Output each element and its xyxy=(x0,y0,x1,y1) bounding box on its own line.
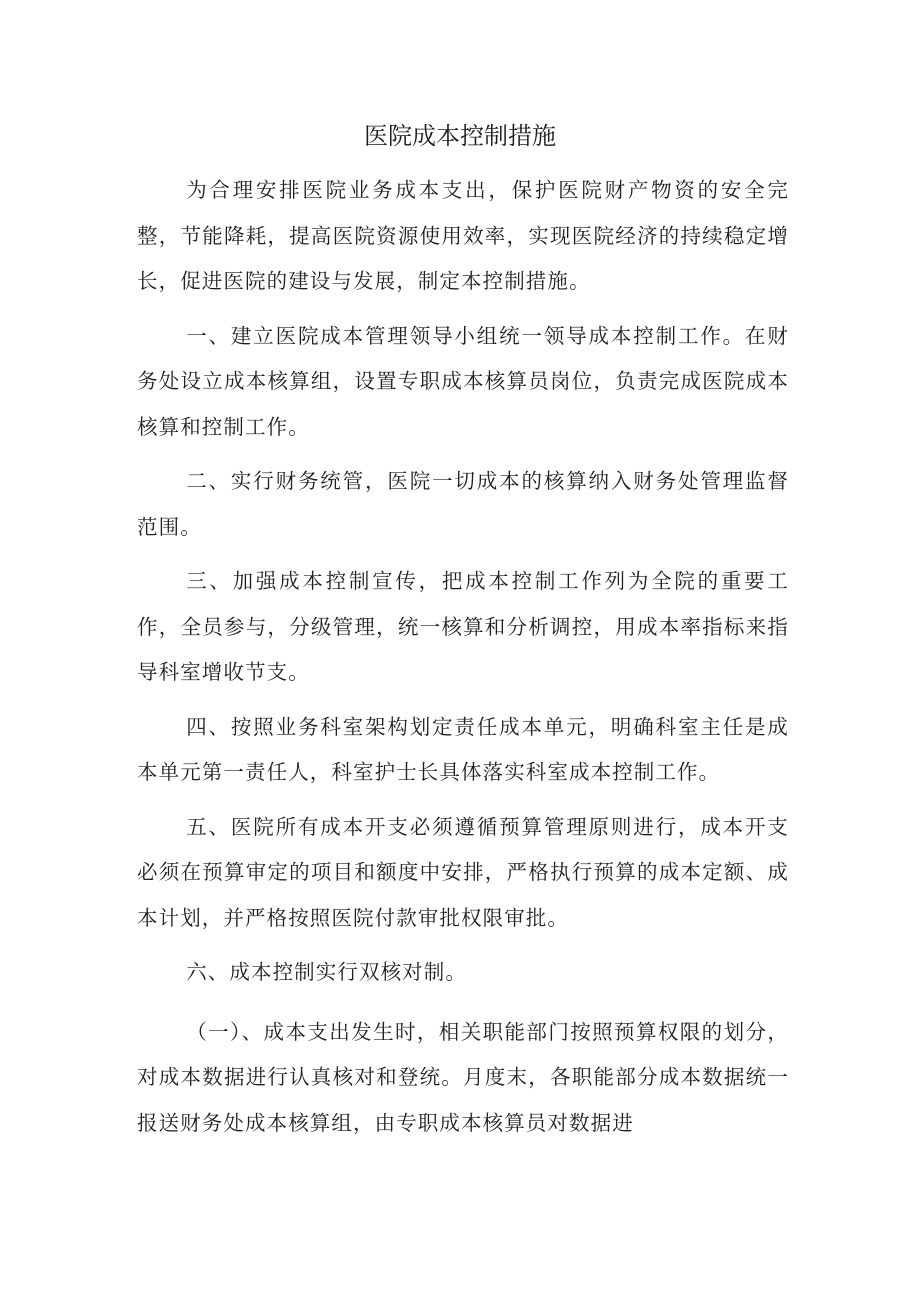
paragraph-sub-item-1: （一）、成本支出发生时，相关职能部门按照预算权限的划分，对成本数据进行认真核对和登统。月度末，各职能部分成本数据统一报送财务处成本核算组，由专职成本核算员对数据进 xyxy=(137,1019,789,1135)
paragraph-intro: 为合理安排医院业务成本支出，保护医院财产物资的安全完整，节能降耗，提高医院资源使用效率，实现医院经济的持续稳定增长，促进医院的建设与发展，制定本控制措施。 xyxy=(137,178,789,293)
paragraph-item-4: 四、按照业务科室架构划定责任成本单元，明确科室主任是成本单元第一责任人，科室护士长具体落实科室成本控制工作。 xyxy=(137,714,789,784)
paragraph-item-1: 一、建立医院成本管理领导小组统一领导成本控制工作。在财务处设立成本核算组，设置专职成本核算员岗位，负责完成医院成本核算和控制工作。 xyxy=(137,323,789,439)
paragraph-item-6: 六、成本控制实行双核对制。 xyxy=(186,960,467,984)
paragraph-item-5: 五、医院所有成本开支必须遵循预算管理原则进行，成本开支必须在预算审定的项目和额度中安排，严格执行预算的成本定额、成本计划，并严格按照医院付款审批权限审批。 xyxy=(137,814,789,930)
paragraph-item-2: 二、实行财务统管，医院一切成本的核算纳入财务处管理监督范围。 xyxy=(137,469,789,539)
document-title: 医院成本控制措施 xyxy=(364,122,556,150)
document-body xyxy=(137,168,789,1146)
paragraph-item-3: 三、加强成本控制宣传，把成本控制工作列为全院的重要工作，全员参与，分级管理，统一核算和分析调控，用成本率指标来指导科室增收节支。 xyxy=(137,569,789,684)
